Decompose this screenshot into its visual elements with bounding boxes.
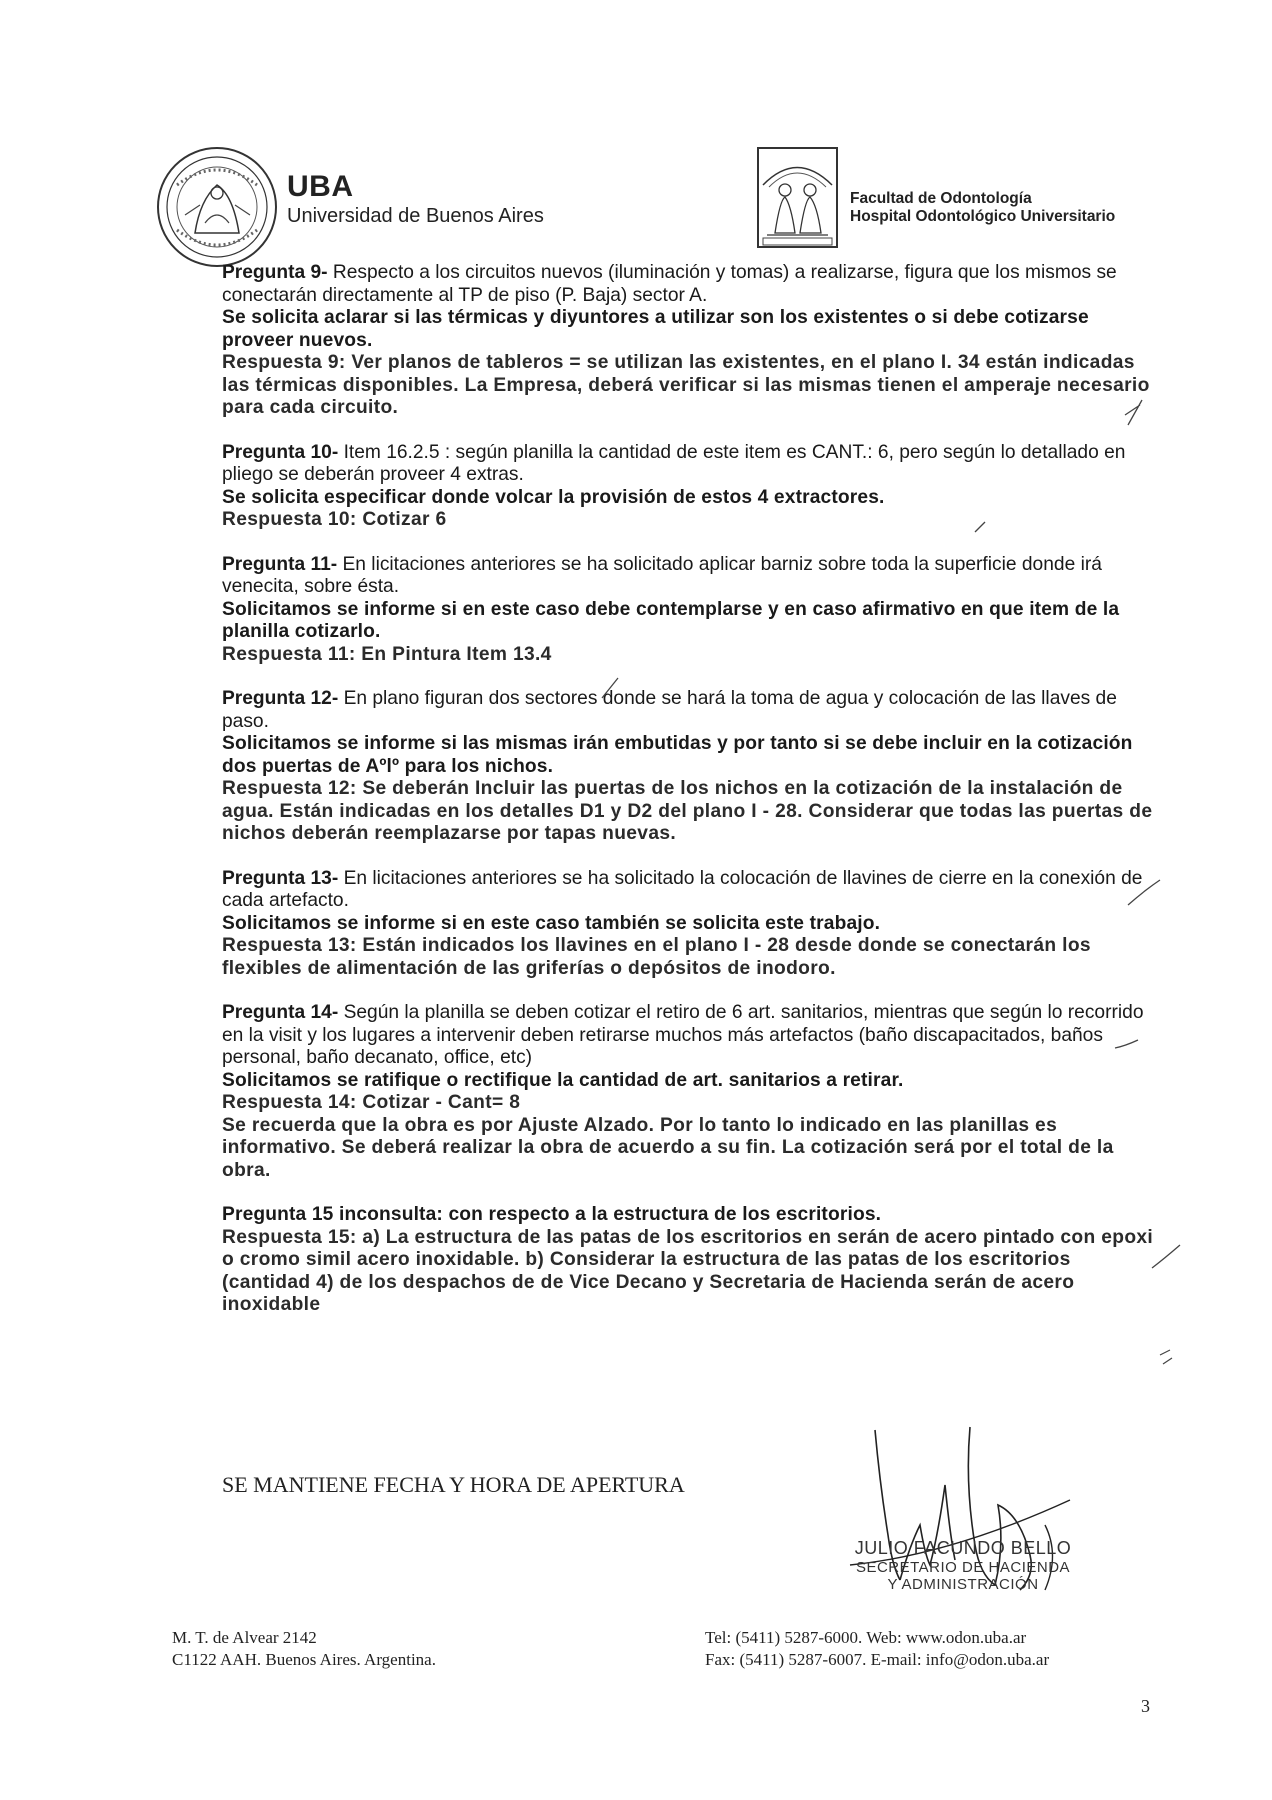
- request-text: Solicitamos se informe si en este caso debe contemplarse y en caso afirmativo en que item de la planilla cotizarlo.: [222, 598, 1120, 642]
- page-number: 3: [1141, 1696, 1150, 1716]
- faculty-seal-logo: [755, 145, 840, 250]
- answer-text: Respuesta 15: a) La estructura de las patas de los escritorios en serán de acero pintado con epoxi o cromo simil acero inoxidable. b) Considerar la estructura de las patas de los escritorios (cantidad 4) de los despachos de de Vice Decano y Secretaria de Hacienda serán de acero inoxidable: [222, 1226, 1154, 1315]
- question-body: En licitaciones anteriores se ha solicitado aplicar barniz sobre toda la superficie donde irá venecita, sobre ésta.: [222, 553, 1102, 597]
- request-text: con respecto a la estructura de los escritorios.: [448, 1204, 882, 1225]
- question-text: [222, 1204, 1162, 1227]
- signature-stamp: [838, 1538, 1088, 1593]
- qa-item-10: [222, 442, 1162, 532]
- qa-item-13: [222, 868, 1162, 981]
- request-text: Solicitamos se informe si en este caso también se solicita este trabajo.: [222, 912, 881, 934]
- question-text: [222, 554, 1162, 599]
- question-label: Pregunta 12-: [222, 688, 339, 709]
- question-body: Según la planilla se deben cotizar el retiro de 6 art. sanitarios, mientras que según lo recorrido en la visit y los lugares a intervenir deben retirarse muchos más artefactos (baño discapacitados, baños personal, baño decanato, office, etc): [222, 1002, 1144, 1068]
- faculty-line-2: Hospital Odontológico Universitario: [850, 208, 1116, 225]
- signatory-name: JULIO FACUNDO BELLO: [854, 1538, 1072, 1558]
- answer-note: Se recuerda que la obra es por Ajuste Alzado. Por lo tanto lo indicado en las planillas es informativo. Se deberá realizar la obra de acuerdo a su fin. La cotización será por el total de la obra.: [222, 1114, 1114, 1181]
- qa-item-14: [222, 1002, 1162, 1182]
- answer-text: Respuesta 10: Cotizar 6: [222, 509, 447, 530]
- question-label: Pregunta 14-: [222, 1002, 339, 1023]
- question-text: [222, 1002, 1162, 1070]
- request-text: Solicitamos se ratifique o rectifique la cantidad de art. sanitarios a retirar.: [222, 1069, 904, 1091]
- answer-text: Respuesta 9: Ver planos de tableros = se utilizan las existentes, en el plano I. 34 están indicadas las térmicas disponibles. La Empresa, deberá verificar si las mismas tienen el amperaje necesario para cada circuito.: [222, 352, 1150, 418]
- uba-abbreviation: UBA: [287, 170, 354, 203]
- qa-content: [222, 262, 1162, 1339]
- request-text: Se solicita aclarar si las térmicas y diyuntores a utilizar son los existentes o si debe cotizarse proveer nuevos.: [222, 307, 1089, 351]
- request-text: Se solicita especificar donde volcar la provisión de estos 4 extractores.: [222, 486, 885, 508]
- address-line-1: M. T. de Alvear 2142: [172, 1628, 317, 1647]
- question-text: [222, 262, 1162, 307]
- question-label: Pregunta 9-: [222, 262, 328, 283]
- signatory-role-line-1: SECRETARIO DE HACIENDA: [855, 1559, 1071, 1576]
- contact-line-2: Fax: (5411) 5287-6007. E-mail: info@odon.uba.ar: [705, 1650, 1050, 1669]
- signatory-role-line-2: Y ADMINISTRACIÓN: [887, 1576, 1039, 1593]
- university-name: Universidad de Buenos Aires: [287, 205, 544, 227]
- question-label: Pregunta 10-: [222, 441, 339, 463]
- faculty-name: [850, 190, 1115, 226]
- question-body: En plano figuran dos sectores donde se hará la toma de agua y colocación de las llaves de paso.: [222, 688, 1117, 732]
- closing-statement: SE MANTIENE FECHA Y HORA DE APERTURA: [222, 1472, 685, 1497]
- question-label: Pregunta 13-: [222, 867, 339, 889]
- qa-item-15: [222, 1204, 1162, 1317]
- qa-item-9: [222, 262, 1162, 420]
- question-body: Respecto a los circuitos nuevos (iluminación y tomas) a realizarse, figura que los mismos se conectarán directamente al TP de piso (P. Baja) sector A.: [222, 262, 1117, 306]
- question-label: Pregunta 11-: [222, 553, 338, 575]
- qa-item-12: [222, 688, 1162, 846]
- uba-seal-logo: [155, 145, 280, 270]
- footer-address: [172, 1627, 436, 1671]
- qa-item-11: [222, 554, 1162, 667]
- footer-contact: [705, 1627, 1049, 1671]
- faculty-line-1: Facultad de Odontología: [850, 190, 1032, 207]
- question-body: En licitaciones anteriores se ha solicitado la colocación de llavines de cierre en la conexión de cada artefacto.: [222, 867, 1143, 911]
- question-label: Pregunta 15 inconsulta:: [222, 1204, 443, 1225]
- contact-line-1: Tel: (5411) 5287-6000. Web: www.odon.uba.ar: [705, 1628, 1027, 1647]
- answer-text: Respuesta 11: En Pintura Item 13.4: [222, 643, 552, 665]
- question-text: [222, 688, 1162, 733]
- question-body: Item 16.2.5 : según planilla la cantidad de este item es CANT.: 6, pero según lo detallado en pliego se deberán proveer 4 extras.: [222, 441, 1126, 485]
- answer-text: Respuesta 12: Se deberán Incluir las puertas de los nichos en la cotización de la instalación de agua. Están indicadas en los detalles D1 y D2 del plano I - 28. Considerar que todas las puertas de nichos deberán reemplazarse por tapas nuevas.: [222, 778, 1153, 844]
- answer-text: Respuesta 14: Cotizar - Cant= 8: [222, 1092, 521, 1113]
- address-line-2: C1122 AAH. Buenos Aires. Argentina.: [172, 1650, 436, 1669]
- question-text: [222, 868, 1162, 913]
- request-text: Solicitamos se informe si las mismas irán embutidas y por tanto si se debe incluir en la cotización dos puertas de Aºlº para los nichos.: [222, 733, 1133, 777]
- answer-text: Respuesta 13: Están indicados los llavines en el plano I - 28 desde donde se conectarán los flexibles de alimentación de las griferías o depósitos de inodoro.: [222, 935, 1091, 979]
- question-text: [222, 442, 1162, 487]
